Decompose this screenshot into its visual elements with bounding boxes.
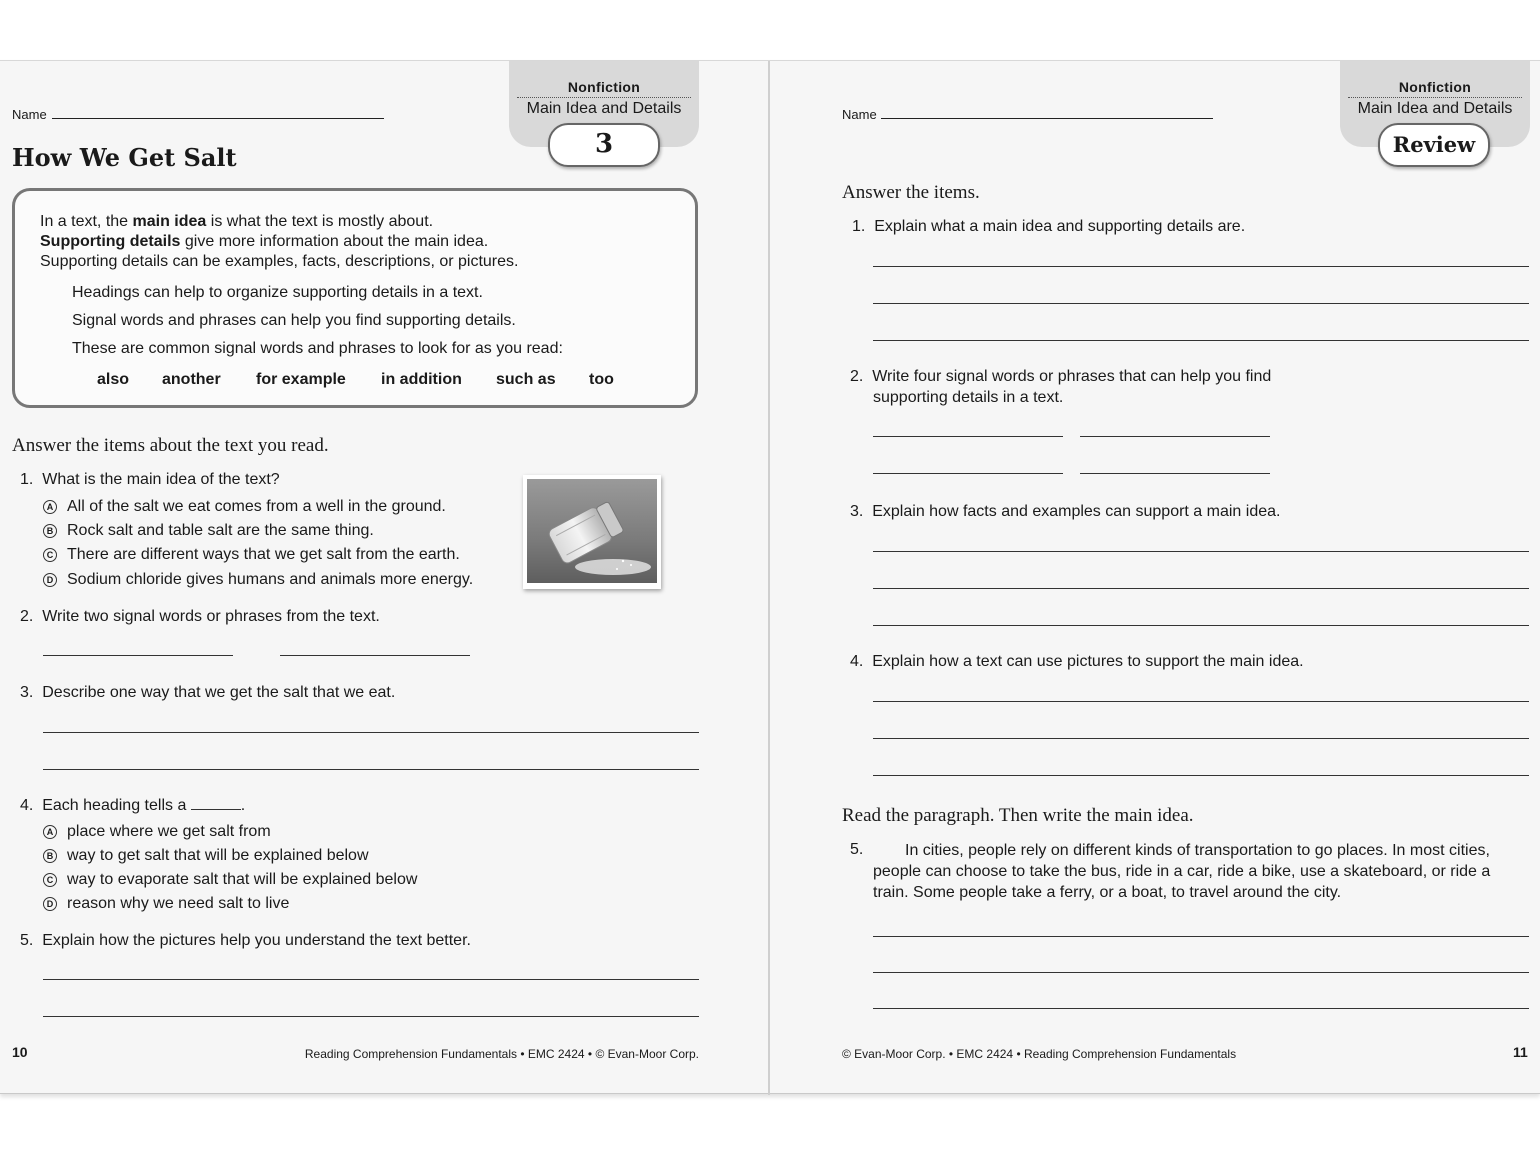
info-line-2: Supporting details give more information about the main idea. [40, 233, 489, 250]
signal-word: also [97, 371, 130, 388]
answer-line[interactable] [873, 588, 1529, 589]
name-line[interactable] [52, 118, 384, 119]
page-number: 10 [12, 1044, 28, 1060]
question-4: 4. Explain how a text can use pictures to support the main idea. [850, 653, 1304, 670]
info-line-4: Headings can help to organize supporting details in a text. [72, 284, 483, 301]
answer-line[interactable] [873, 340, 1529, 341]
option-circle-icon[interactable]: C [43, 873, 57, 887]
question-3: 3. Explain how facts and examples can support a main idea. [850, 503, 1281, 520]
answer-line[interactable] [873, 551, 1529, 552]
answer-line[interactable] [1080, 436, 1270, 437]
name-line[interactable] [881, 118, 1213, 119]
name-label: Name [12, 107, 47, 122]
genre-label: Nonfiction [1398, 79, 1472, 95]
question-2-continued: supporting details in a text. [873, 389, 1064, 406]
page-footer: Reading Comprehension Fundamentals • EMC 2424 • © Evan-Moor Corp. [304, 1047, 699, 1061]
page-title: How We Get Salt [12, 143, 237, 172]
signal-word: such as [496, 371, 556, 388]
review-badge: Review [1378, 123, 1490, 167]
page-number: 11 [1513, 1044, 1528, 1060]
answer-line[interactable] [873, 701, 1529, 702]
signal-word: in addition [381, 371, 462, 388]
answer-line[interactable] [873, 436, 1063, 437]
answer-option[interactable]: D Sodium chloride gives humans and animals more energy. [43, 571, 473, 589]
info-line-1: In a text, the main idea is what the text is mostly about. [40, 213, 434, 230]
section-heading: Answer the items about the text you read. [12, 435, 329, 456]
answer-line[interactable] [873, 303, 1529, 304]
answer-line[interactable] [43, 769, 699, 770]
option-circle-icon[interactable]: D [43, 897, 57, 911]
right-page [770, 61, 1540, 1095]
option-circle-icon[interactable]: A [43, 500, 57, 514]
answer-line[interactable] [873, 473, 1063, 474]
section-heading: Read the paragraph. Then write the main idea. [842, 805, 1194, 826]
info-line-6: These are common signal words and phrases to look for as you read: [72, 340, 563, 357]
signal-word: too [589, 371, 614, 388]
question-2: 2. Write two signal words or phrases from the text. [20, 608, 380, 625]
answer-option[interactable]: B Rock salt and table salt are the same thing. [43, 522, 374, 540]
tab-divider [1348, 97, 1522, 98]
answer-option[interactable]: A All of the salt we eat comes from a well in the ground. [43, 498, 446, 516]
question-1: 1. Explain what a main idea and supporting details are. [852, 218, 1246, 235]
info-box [12, 188, 698, 408]
answer-line[interactable] [1080, 473, 1270, 474]
answer-option[interactable]: B way to get salt that will be explained below [43, 847, 369, 865]
answer-line[interactable] [873, 936, 1529, 937]
answer-line[interactable] [280, 655, 470, 656]
answer-line[interactable] [873, 266, 1529, 267]
tab-divider [517, 97, 691, 98]
option-circle-icon[interactable]: B [43, 849, 57, 863]
workbook-spread [0, 60, 1540, 1094]
info-line-3: Supporting details can be examples, facts, descriptions, or pictures. [40, 253, 519, 270]
question-5: 5. Explain how the pictures help you understand the text better. [20, 932, 471, 949]
lesson-number-badge: 3 [548, 123, 660, 167]
skill-label: Main Idea and Details [526, 100, 682, 117]
answer-line[interactable] [43, 732, 699, 733]
answer-line[interactable] [873, 972, 1529, 973]
name-label: Name [842, 107, 877, 122]
answer-option[interactable]: D reason why we need salt to live [43, 895, 289, 913]
option-circle-icon[interactable]: A [43, 825, 57, 839]
section-heading: Answer the items. [842, 182, 980, 203]
salt-shaker-icon [523, 475, 661, 589]
signal-word: another [162, 371, 221, 388]
info-line-5: Signal words and phrases can help you find supporting details. [72, 312, 516, 329]
option-circle-icon[interactable]: D [43, 573, 57, 587]
answer-option[interactable]: C way to evaporate salt that will be explained below [43, 871, 417, 889]
answer-line[interactable] [873, 738, 1529, 739]
skill-label: Main Idea and Details [1357, 100, 1513, 117]
answer-line[interactable] [43, 979, 699, 980]
genre-label: Nonfiction [567, 79, 641, 95]
question-2: 2. Write four signal words or phrases that can help you find [850, 368, 1272, 385]
question-1: 1. What is the main idea of the text? [20, 471, 280, 488]
answer-line[interactable] [873, 1008, 1529, 1009]
answer-line[interactable] [873, 625, 1529, 626]
answer-line[interactable] [43, 1016, 699, 1017]
right-header-tab [1340, 61, 1530, 157]
signal-word: for example [256, 371, 346, 388]
left-header-tab [509, 61, 699, 159]
left-page [0, 61, 769, 1095]
blank-line [191, 809, 241, 810]
question-3: 3. Describe one way that we get the salt that we eat. [20, 684, 396, 701]
option-circle-icon[interactable]: C [43, 548, 57, 562]
answer-option[interactable]: C There are different ways that we get salt from the earth. [43, 546, 460, 564]
question-4: 4. Each heading tells a . [20, 797, 246, 814]
question-5-number: 5. [850, 841, 864, 858]
salt-shaker-photo [523, 475, 661, 589]
answer-line[interactable] [873, 775, 1529, 776]
page-footer: © Evan-Moor Corp. • EMC 2424 • Reading Comprehension Fundamentals [842, 1047, 1237, 1061]
reading-paragraph: In cities, people rely on different kinds of transportation to go places. In most cities, people can choose to take the bus, ride in a car, ride a bike, use a skateboard, or ride a train. Some people take a ferry, or a boat, to travel around the city. [873, 842, 1491, 901]
option-circle-icon[interactable]: B [43, 524, 57, 538]
answer-line[interactable] [43, 655, 233, 656]
answer-option[interactable]: A place where we get salt from [43, 823, 271, 841]
